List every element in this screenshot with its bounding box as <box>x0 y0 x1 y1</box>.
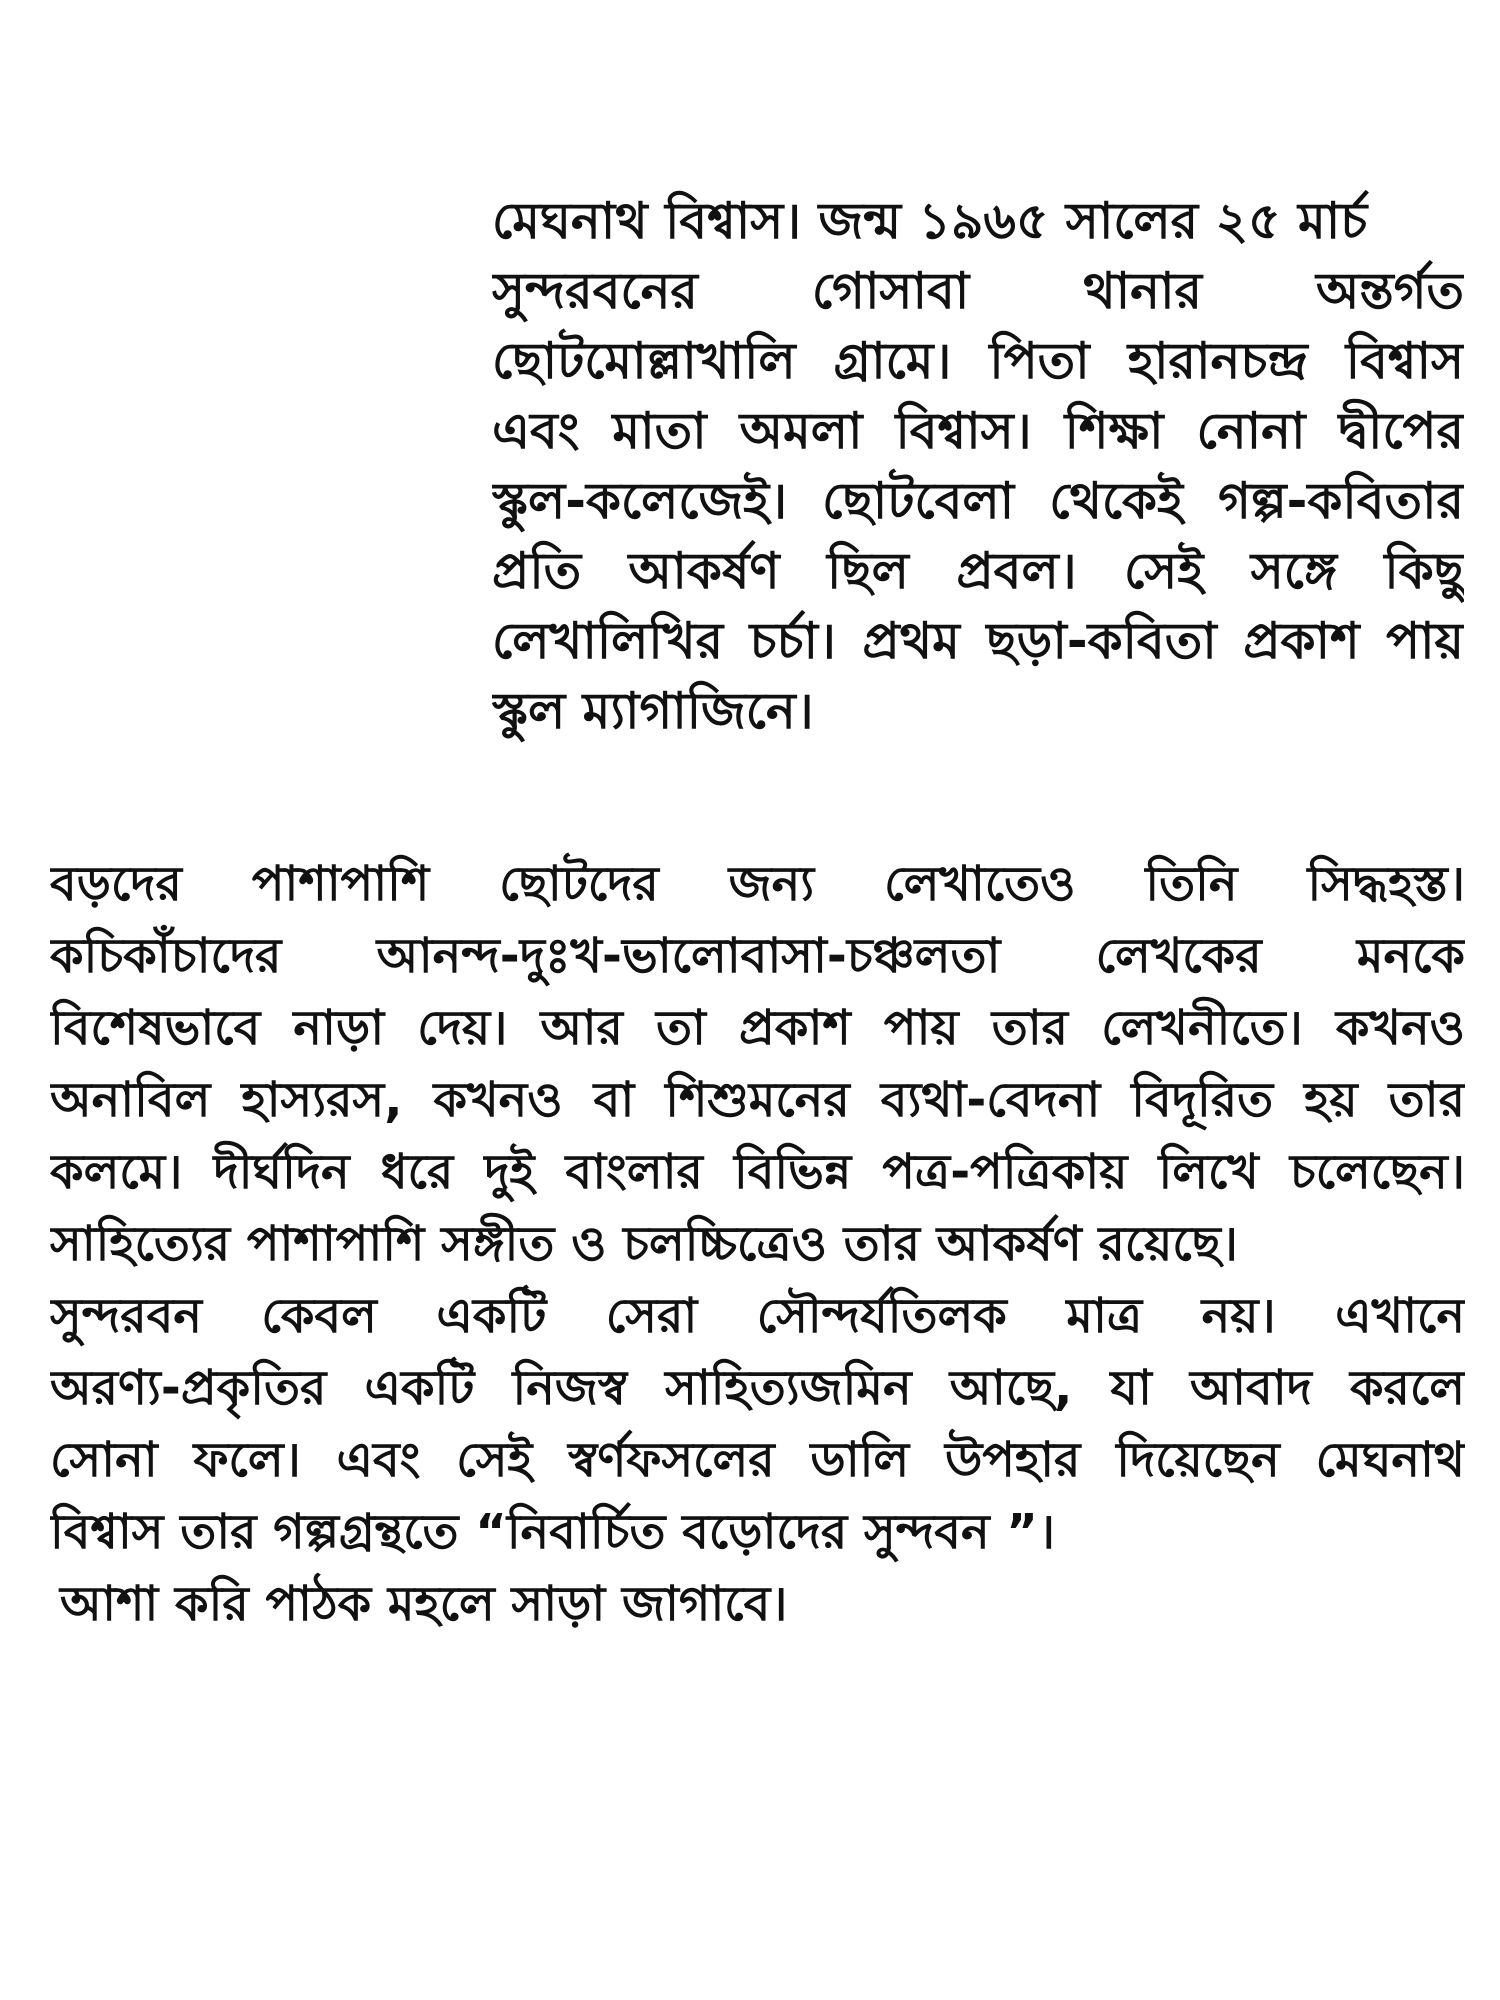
body-line-8: অরণ্য-প্রকৃতির একটি নিজস্ব সাহিত্যজমিন আছে, যা আবাদ করলে <box>50 1360 1465 1416</box>
body-paragraphs <box>50 848 1465 1640</box>
author-bio-paragraph <box>492 186 1464 746</box>
bio-line-5: স্কুল-কলেজেই। ছোটবেলা থেকেই গল্প-কবিতার <box>492 472 1464 530</box>
bio-line-4: এবং মাতা অমলা বিশ্বাস। শিক্ষা নোনা দ্বীপের <box>492 402 1464 460</box>
body-line-5: কলমে। দীর্ঘদিন ধরে দুই বাংলার বিভিন্ন পত্র-পত্রিকায় লিখে চলেছেন। <box>50 1144 1465 1200</box>
body-line-3: বিশেষভাবে নাড়া দেয়। আর তা প্রকাশ পায় তার লেখনীতে। কখনও <box>50 1000 1465 1056</box>
bio-line-6: প্রতি আকর্ষণ ছিল প্রবল। সেই সঙ্গে কিছু <box>492 542 1464 600</box>
body-line-7: সুন্দরবন কেবল একটি সেরা সৌন্দর্যতিলক মাত্র নয়। এখানে <box>50 1288 1465 1344</box>
body-line-4: অনাবিল হাস্যরস, কখনও বা শিশুমনের ব্যথা-বেদনা বিদূরিত হয় তার <box>50 1072 1465 1128</box>
bio-line-1: মেঘনাথ বিশ্বাস। জন্ম ১৯৬৫ সালের ২৫ মার্চ <box>492 192 1368 250</box>
body-line-11: আশা করি পাঠক মহলে সাড়া জাগাবে। <box>60 1576 788 1632</box>
bio-line-2: সুন্দরবনের গোসাবা থানার অন্তর্গত <box>492 262 1464 320</box>
body-line-6: সাহিত্যের পাশাপাশি সঙ্গীত ও চলচ্চিত্রেও তার আকর্ষণ রয়েছে। <box>50 1216 1238 1272</box>
body-line-9: সোনা ফলে। এবং সেই স্বর্ণফসলের ডালি উপহার দিয়েছেন মেঘনাথ <box>50 1432 1465 1488</box>
body-line-1: বড়দের পাশাপাশি ছোটদের জন্য লেখাতেও তিনি সিদ্ধহস্ত। <box>50 856 1465 912</box>
body-line-2: কচিকাঁচাদের আনন্দ-দুঃখ-ভালোবাসা-চঞ্চলতা লেখকের মনকে <box>50 928 1465 984</box>
bio-line-7: লেখালিখির চর্চা। প্রথম ছড়া-কবিতা প্রকাশ পায় <box>492 612 1464 670</box>
bio-line-3: ছোটমোল্লাখালি গ্রামে। পিতা হারানচন্দ্র বিশ্বাস <box>492 332 1464 390</box>
body-line-10: বিশ্বাস তার গল্পগ্রন্থতে “নিবার্চিত বড়োদের সুন্দবন ”। <box>50 1504 1056 1560</box>
bio-line-8: স্কুল ম্যাগাজিনে। <box>492 682 814 740</box>
